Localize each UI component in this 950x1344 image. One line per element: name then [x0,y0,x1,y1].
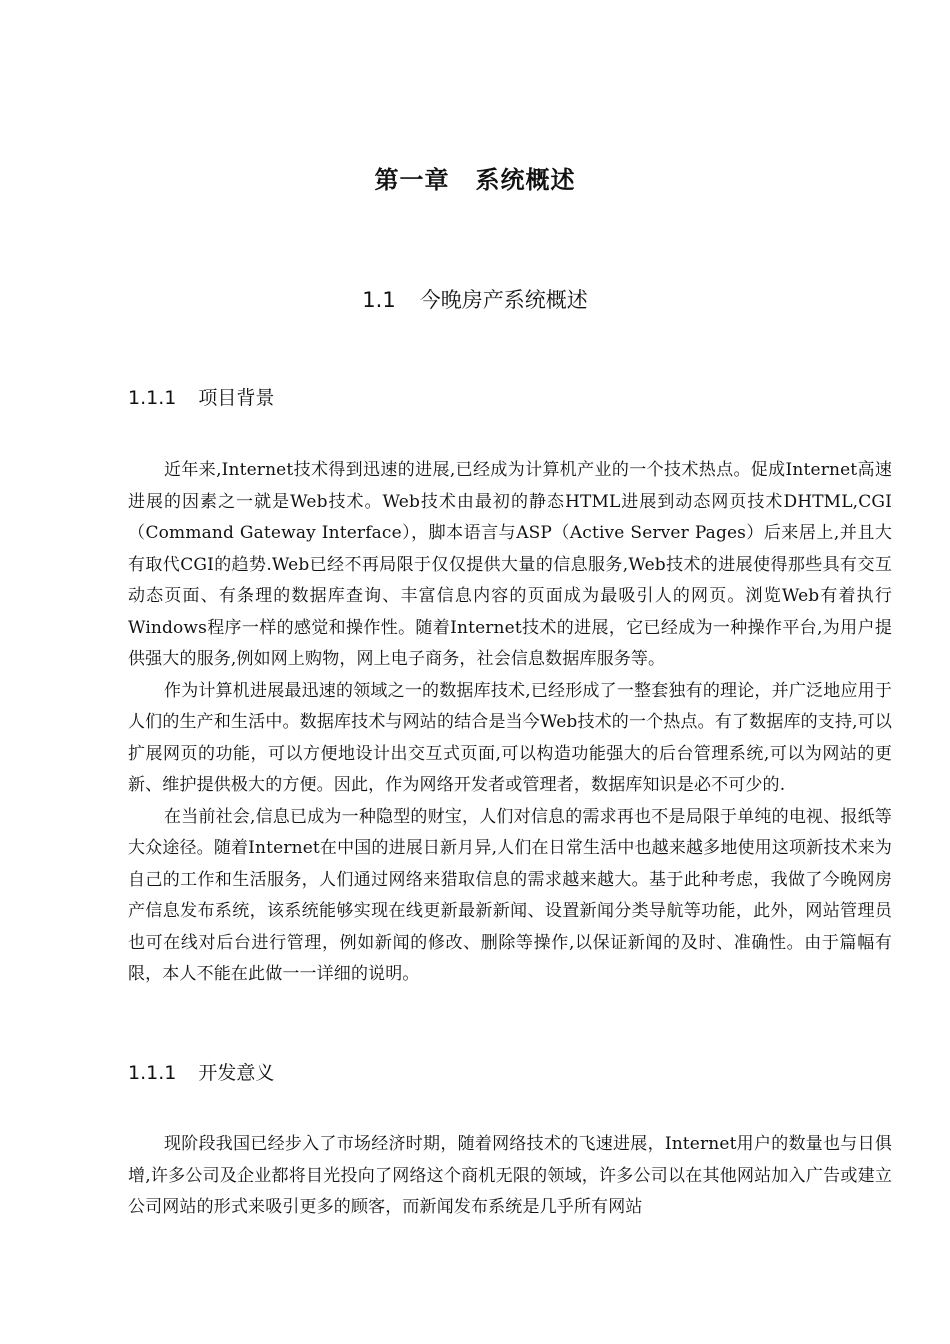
body-paragraph: 近年来,Internet技术得到迅速的进展,已经成为计算机产业的一个技术热点。促成Internet高速进展的因素之一就是Web技术。Web技术由最初的静态HTML进展到动态网页技术DHTML,CGI（Command Gateway Interface），脚本语言与ASP（Active Server Pages）后来居上,并且大有取代CGI的趋势.Web已经不再局限于仅仅提供大量的信息服务,Web技术的进展使得那些具有交互动态页面、有条理的数据库查询、丰富信息内容的页面成为最吸引人的网页。浏览Web有着执行Windows程序一样的感觉和操作性。随着Internet技术的进展，它已经成为一种操作平台,为用户提供强大的服务,例如网上购物，网上电子商务，社会信息数据库服务等。 [128,460,892,669]
section-number: 1.1 [362,288,396,312]
subsection-name: 项目背景 [198,387,275,409]
body-paragraph: 作为计算机进展最迅速的领域之一的数据库技术,已经形成了一整套独有的理论，并广泛地应用于人们的生产和生活中。数据库技术与网站的结合是当今Web技术的一个热点。有了数据库的支持,可以扩展网页的功能，可以方便地设计出交互式页面,可以构造功能强大的后台管理系统,可以为网站的更新、维护提供极大的方便。因此，作为网络开发者或管理者，数据库知识是必不可少的. [128,680,892,795]
significance-body [128,1129,892,1224]
section-title [0,284,950,314]
subsection-number: 1.1.1 [128,387,177,409]
chapter-title [0,160,950,195]
chapter-name: 系统概述 [475,166,576,194]
section-name: 今晚房产系统概述 [419,288,588,312]
body-paragraph: 现阶段我国已经步入了市场经济时期，随着网络技术的飞速进展，Internet用户的数量也与日俱增,许多公司及企业都将目光投向了网络这个商机无限的领域，许多公司以在其他网站加入广告或建立公司网站的形式来吸引更多的顾客，而新闻发布系统是几乎所有网站 [128,1134,892,1217]
subsection-name: 开发意义 [198,1062,275,1084]
subsection-number: 1.1.1 [128,1062,177,1084]
chapter-number: 第一章 [374,166,450,194]
body-paragraph: 在当前社会,信息已成为一种隐型的财宝，人们对信息的需求再也不是局限于单纯的电视、报纸等大众途径。随着Internet在中国的进展日新月异,人们在日常生活中也越来越多地使用这项新技术来为自己的工作和生活服务，人们通过网络来猎取信息的需求越来越大。基于此种考虑，我做了今晚网房产信息发布系统，该系统能够实现在线更新最新新闻、设置新闻分类导航等功能，此外，网站管理员也可在线对后台进行管理，例如新闻的修改、删除等操作,以保证新闻的及时、准确性。由于篇幅有限，本人不能在此做一一详细的说明。 [128,806,892,984]
subsection-heading-background [128,383,274,410]
background-body [128,455,892,991]
subsection-heading-significance [128,1058,274,1085]
